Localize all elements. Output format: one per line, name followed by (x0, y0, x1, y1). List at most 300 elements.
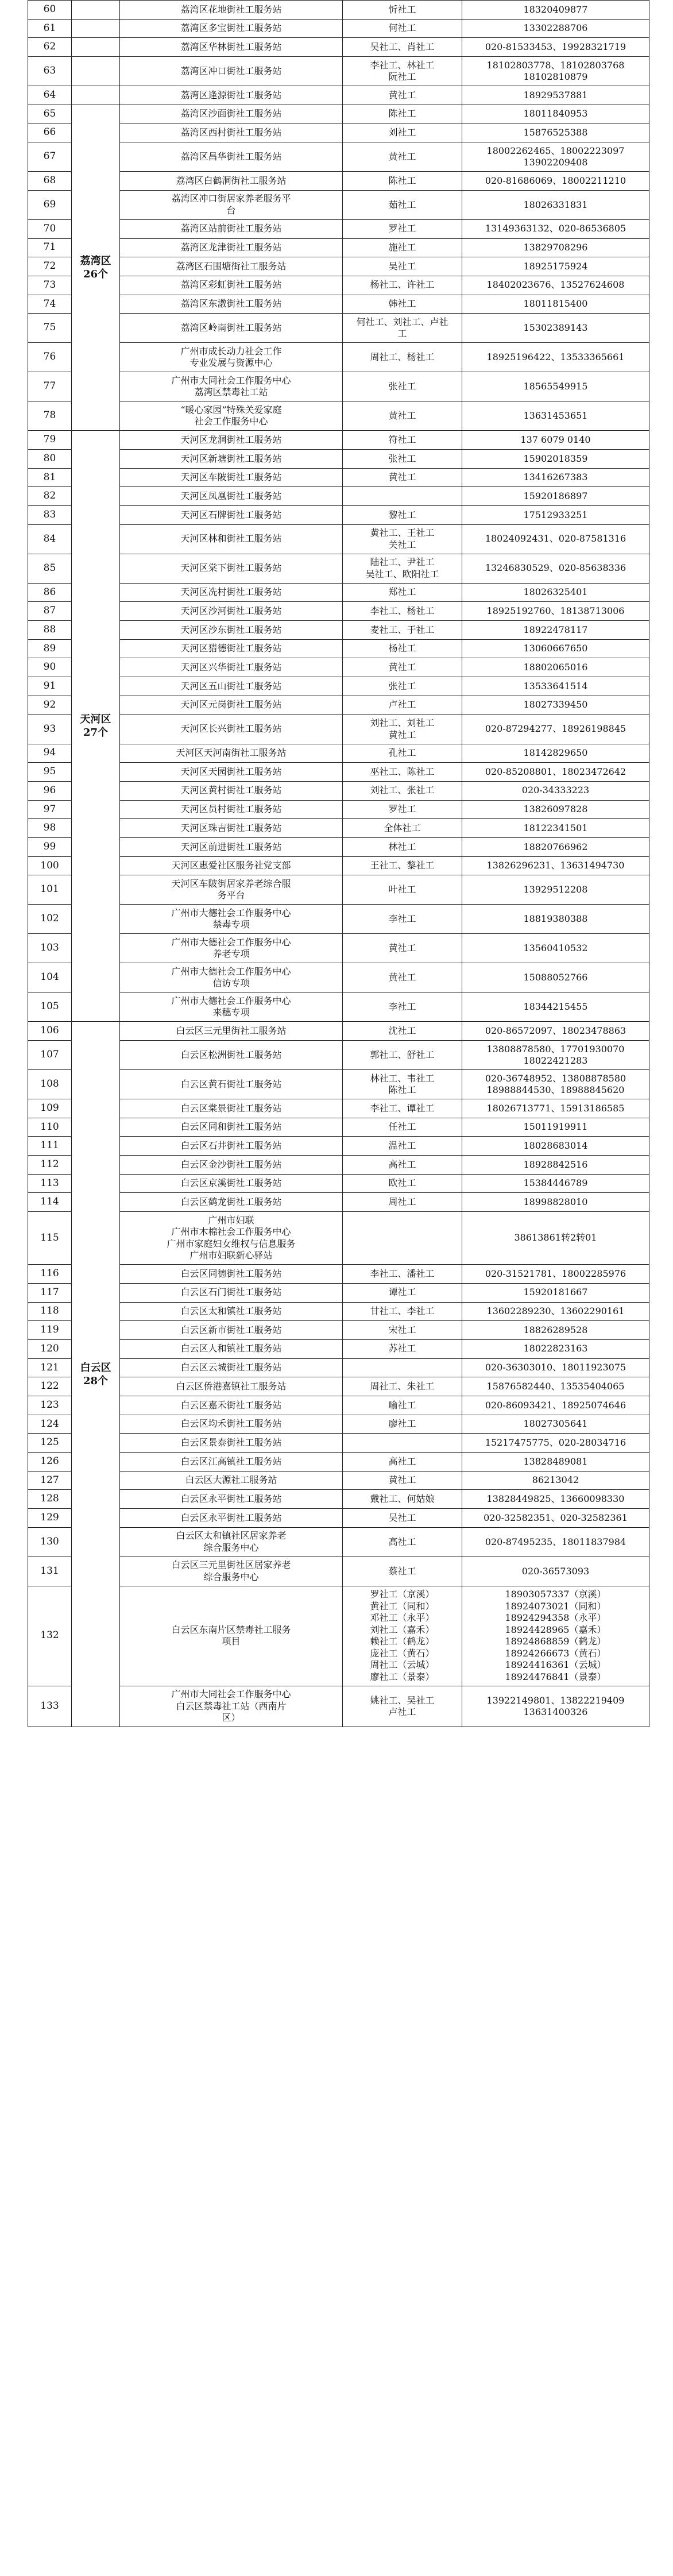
table-row (28, 1041, 649, 1070)
phone-numbers: 13602289230、13602290161 (462, 1302, 649, 1321)
social-workers: 宋社工 (343, 1321, 462, 1340)
row-number: 94 (28, 744, 72, 763)
table-row (28, 1099, 649, 1118)
social-workers: 周社工、朱社工 (343, 1377, 462, 1396)
station-name: 白云区永平街社工服务站 (120, 1509, 343, 1528)
station-name: 荔湾区多宝街社工服务站 (120, 19, 343, 38)
table-row (28, 1137, 649, 1156)
table-row (28, 1156, 649, 1175)
table-row (28, 1174, 649, 1193)
table-row (28, 856, 649, 875)
station-name: 白云区景泰街社工服务站 (120, 1434, 343, 1453)
table-row (28, 677, 649, 696)
social-workers: 麦社工、于社工 (343, 621, 462, 640)
phone-numbers: 13828489081 (462, 1453, 649, 1472)
phone-numbers: 18022823163 (462, 1339, 649, 1358)
social-workers: 温社工 (343, 1137, 462, 1156)
table-row (28, 276, 649, 295)
social-workers: 李社工、林社工 阮社工 (343, 57, 462, 86)
phone-numbers: 020-36303010、18011923075 (462, 1358, 649, 1377)
table-row (28, 1377, 649, 1396)
social-workers: 黎社工 (343, 506, 462, 525)
phone-numbers: 13533641514 (462, 677, 649, 696)
row-number: 116 (28, 1265, 72, 1284)
social-workers: 韩社工 (343, 295, 462, 314)
phone-numbers: 18344215455 (462, 992, 649, 1022)
row-number: 99 (28, 837, 72, 856)
phone-numbers: 13631453651 (462, 401, 649, 431)
phone-numbers: 020-32582351、020-32582361 (462, 1509, 649, 1528)
table-row (28, 963, 649, 992)
station-name: 荔湾区冲口街居家养老服务平 台 (120, 190, 343, 219)
table-row (28, 583, 649, 602)
phone-numbers: 18820766962 (462, 837, 649, 856)
row-number: 124 (28, 1415, 72, 1434)
table-row (28, 992, 649, 1022)
station-name: 白云区棠景街社工服务站 (120, 1099, 343, 1118)
row-number: 70 (28, 219, 72, 238)
social-workers: 喻社工 (343, 1396, 462, 1415)
table-row (28, 1118, 649, 1137)
station-name: 天河区天河南街社工服务站 (120, 744, 343, 763)
table-row (28, 715, 649, 744)
row-number: 128 (28, 1490, 72, 1509)
social-workers: 周社工、杨社工 (343, 343, 462, 372)
social-workers: 茹社工 (343, 190, 462, 219)
table-row (28, 1265, 649, 1284)
row-number: 92 (28, 696, 72, 715)
social-workers: 李社工、潘社工 (343, 1265, 462, 1284)
table-row (28, 1358, 649, 1377)
station-name: 白云区同德街社工服务站 (120, 1265, 343, 1284)
station-name: 天河区车陂街社工服务站 (120, 468, 343, 487)
row-number: 131 (28, 1557, 72, 1586)
social-workers: 王社工、黎社工 (343, 856, 462, 875)
row-number: 102 (28, 905, 72, 934)
row-number: 127 (28, 1471, 72, 1490)
phone-numbers: 18826289528 (462, 1321, 649, 1340)
table-row (28, 658, 649, 677)
phone-numbers: 18024092431、020-87581316 (462, 524, 649, 554)
row-number: 66 (28, 123, 72, 142)
station-name: 天河区棠下街社工服务站 (120, 554, 343, 583)
social-workers: 孔社工 (343, 744, 462, 763)
row-number: 63 (28, 57, 72, 86)
social-workers: 刘社工、刘社工 黄社工 (343, 715, 462, 744)
row-number: 64 (28, 86, 72, 105)
phone-numbers: 15920181667 (462, 1283, 649, 1302)
table-row (28, 295, 649, 314)
station-name: 荔湾区岭南街社工服务站 (120, 314, 343, 343)
station-name: 荔湾区沙面街社工服务站 (120, 105, 343, 123)
social-workers: 周社工 (343, 1193, 462, 1212)
phone-numbers: 020-86572097、18023478863 (462, 1022, 649, 1041)
row-number: 98 (28, 819, 72, 838)
row-number: 120 (28, 1339, 72, 1358)
social-workers: 叶社工 (343, 875, 462, 905)
social-workers (343, 1434, 462, 1453)
station-name: 荔湾区花地街社工服务站 (120, 1, 343, 20)
social-workers: 姚社工、吴社工 卢社工 (343, 1686, 462, 1727)
phone-numbers: 020-85208801、18023472642 (462, 763, 649, 782)
row-number: 96 (28, 781, 72, 800)
social-workers: 任社工 (343, 1118, 462, 1137)
district-cell: 白云区 28个 (72, 1022, 120, 1727)
row-number: 106 (28, 1022, 72, 1041)
station-name: 白云区三元里街社工服务站 (120, 1022, 343, 1041)
row-number: 103 (28, 934, 72, 963)
station-name: 荔湾区石围塘街社工服务站 (120, 257, 343, 276)
station-name: 白云区三元里街社区居家养老 综合服务中心 (120, 1557, 343, 1586)
table-row (28, 800, 649, 819)
social-workers: 林社工 (343, 837, 462, 856)
row-number: 119 (28, 1321, 72, 1340)
row-number: 71 (28, 238, 72, 257)
row-number: 108 (28, 1070, 72, 1099)
table-row (28, 524, 649, 554)
station-name: 白云区大源社工服务站 (120, 1471, 343, 1490)
phone-numbers: 18903057337（京溪） 18924073021（同和） 18924294358（永平） 18924428965（嘉禾） 18924868859（鹤龙） 18924266673（黄石） 18924416361（云城） 18924476841（景泰） (462, 1586, 649, 1686)
station-name: 天河区五山街社工服务站 (120, 677, 343, 696)
social-workers: 刘社工、张社工 (343, 781, 462, 800)
phone-numbers: 13922149801、13822219409 13631400326 (462, 1686, 649, 1727)
station-name: 白云区石门街社工服务站 (120, 1283, 343, 1302)
row-number: 112 (28, 1156, 72, 1175)
phone-numbers: 18925175924 (462, 257, 649, 276)
row-number: 83 (28, 506, 72, 525)
row-number: 115 (28, 1212, 72, 1265)
phone-numbers: 18925196422、13533365661 (462, 343, 649, 372)
table-row (28, 257, 649, 276)
district-cell-empty (72, 19, 120, 38)
station-name: 广州市大德社会工作服务中心 信访专项 (120, 963, 343, 992)
social-workers: 张社工 (343, 449, 462, 468)
phone-numbers: 18102803778、18102803768 18102810879 (462, 57, 649, 86)
station-name: 白云区江高镇社工服务站 (120, 1453, 343, 1472)
row-number: 84 (28, 524, 72, 554)
table-row (28, 875, 649, 905)
row-number: 105 (28, 992, 72, 1022)
phone-numbers: 18027339450 (462, 696, 649, 715)
phone-numbers: 13828449825、13660098330 (462, 1490, 649, 1509)
phone-numbers: 17512933251 (462, 506, 649, 525)
table-row (28, 554, 649, 583)
row-number: 107 (28, 1041, 72, 1070)
station-name: 白云区人和镇社工服务站 (120, 1339, 343, 1358)
phone-numbers: 13246830529、020-85638336 (462, 554, 649, 583)
social-workers: 黄社工 (343, 934, 462, 963)
phone-numbers: 13929512208 (462, 875, 649, 905)
social-workers: 黄社工 (343, 1471, 462, 1490)
table-row (28, 1586, 649, 1686)
row-number: 110 (28, 1118, 72, 1137)
social-workers: 刘社工 (343, 123, 462, 142)
station-name: 天河区冼村街社工服务站 (120, 583, 343, 602)
social-workers: 施社工 (343, 238, 462, 257)
table-row (28, 1490, 649, 1509)
row-number: 74 (28, 295, 72, 314)
social-workers: 巫社工、陈社工 (343, 763, 462, 782)
row-number: 133 (28, 1686, 72, 1727)
phone-numbers: 18002262465、18002223097 13902209408 (462, 142, 649, 172)
social-workers: 李社工 (343, 992, 462, 1022)
phone-numbers: 18922478117 (462, 621, 649, 640)
table-row (28, 819, 649, 838)
phone-numbers: 020-87495235、18011837984 (462, 1527, 649, 1557)
table-row (28, 1302, 649, 1321)
table-row (28, 468, 649, 487)
table-row (28, 431, 649, 450)
social-workers: 蔡社工 (343, 1557, 462, 1586)
station-name: 广州市成长动力社会工作 专业发展与资源中心 (120, 343, 343, 372)
row-number: 121 (28, 1358, 72, 1377)
row-number: 67 (28, 142, 72, 172)
phone-numbers: 13826296231、13631494730 (462, 856, 649, 875)
table-row (28, 1415, 649, 1434)
phone-numbers: 13302288706 (462, 19, 649, 38)
social-workers: 黄社工 (343, 468, 462, 487)
phone-numbers: 18142829650 (462, 744, 649, 763)
table-row (28, 1509, 649, 1528)
phone-numbers: 020-31521781、18002285976 (462, 1265, 649, 1284)
station-name: 广州市妇联 广州市木棉社会工作服务中心 广州市家庭妇女维权与信息服务 广州市妇联新心驿站 (120, 1212, 343, 1265)
row-number: 61 (28, 19, 72, 38)
row-number: 65 (28, 105, 72, 123)
row-number: 91 (28, 677, 72, 696)
social-workers: 杨社工 (343, 639, 462, 658)
table-row (28, 401, 649, 431)
table-row (28, 142, 649, 172)
table-row (28, 621, 649, 640)
station-name: 白云区鹤龙街社工服务站 (120, 1193, 343, 1212)
table-row (28, 238, 649, 257)
social-workers: 杨社工、许社工 (343, 276, 462, 295)
district-cell: 荔湾区 26个 (72, 105, 120, 431)
phone-numbers: 18122341501 (462, 819, 649, 838)
district-cell-empty (72, 57, 120, 86)
station-name: 荔湾区冲口街社工服务站 (120, 57, 343, 86)
phone-numbers: 15088052766 (462, 963, 649, 992)
table-row (28, 1283, 649, 1302)
table-row (28, 1193, 649, 1212)
table-row (28, 105, 649, 123)
table-row (28, 487, 649, 506)
row-number: 104 (28, 963, 72, 992)
social-workers: 高社工 (343, 1527, 462, 1557)
station-name: 白云区嘉禾街社工服务站 (120, 1396, 343, 1415)
social-workers: 黄社工 (343, 86, 462, 105)
row-number: 93 (28, 715, 72, 744)
social-workers: 苏社工 (343, 1339, 462, 1358)
station-name: 白云区京溪街社工服务站 (120, 1174, 343, 1193)
station-name: 天河区林和街社工服务站 (120, 524, 343, 554)
station-name: 白云区同和街社工服务站 (120, 1118, 343, 1137)
station-name: 白云区新市街社工服务站 (120, 1321, 343, 1340)
station-name: 天河区沙东街社工服务站 (120, 621, 343, 640)
row-number: 78 (28, 401, 72, 431)
table-row (28, 905, 649, 934)
row-number: 130 (28, 1527, 72, 1557)
social-workers: 何社工 (343, 19, 462, 38)
phone-numbers: 15217475775、020-28034716 (462, 1434, 649, 1453)
phone-numbers: 18928842516 (462, 1156, 649, 1175)
station-name: 荔湾区昌华街社工服务站 (120, 142, 343, 172)
phone-numbers: 18402023676、13527624608 (462, 276, 649, 295)
row-number: 129 (28, 1509, 72, 1528)
social-workers: 罗社工（京溪） 黄社工（同和） 邓社工（永平） 刘社工（嘉禾） 赖社工（鹤龙） 庞社工（黄石） 周社工（云城） 廖社工（景泰） (343, 1586, 462, 1686)
phone-numbers: 18998828010 (462, 1193, 649, 1212)
station-name: 荔湾区彩虹街社工服务站 (120, 276, 343, 295)
social-workers: 吴社工 (343, 1509, 462, 1528)
table-row (28, 506, 649, 525)
social-workers: 廖社工 (343, 1415, 462, 1434)
phone-numbers: 18929537881 (462, 86, 649, 105)
row-number: 101 (28, 875, 72, 905)
table-row (28, 1527, 649, 1557)
row-number: 87 (28, 602, 72, 621)
social-workers: 黄社工、王社工 关社工 (343, 524, 462, 554)
station-name: 白云区东南片区禁毒社工服务 项目 (120, 1586, 343, 1686)
row-number: 85 (28, 554, 72, 583)
table-row (28, 837, 649, 856)
social-workers: 罗社工 (343, 219, 462, 238)
phone-numbers: 020-81533453、19928321719 (462, 38, 649, 57)
phone-numbers: 13060667650 (462, 639, 649, 658)
social-workers: 吴社工 (343, 257, 462, 276)
phone-numbers: 13149363132、020-86536805 (462, 219, 649, 238)
row-number: 72 (28, 257, 72, 276)
table-row (28, 86, 649, 105)
social-workers: 陆社工、尹社工 吴社工、欧阳社工 (343, 554, 462, 583)
social-workers: 李社工、杨社工 (343, 602, 462, 621)
phone-numbers: 15011919911 (462, 1118, 649, 1137)
station-name: 天河区惠爱社区服务社党支部 (120, 856, 343, 875)
district-cell-empty (72, 86, 120, 105)
phone-numbers: 86213042 (462, 1471, 649, 1490)
row-number: 76 (28, 343, 72, 372)
contact-table-sheet (28, 0, 649, 1727)
station-name: 白云区永平街社工服务站 (120, 1490, 343, 1509)
social-workers: 陈社工 (343, 105, 462, 123)
row-number: 95 (28, 763, 72, 782)
social-workers: 罗社工 (343, 800, 462, 819)
row-number: 89 (28, 639, 72, 658)
phone-numbers: 15876582440、13535404065 (462, 1377, 649, 1396)
station-name: 白云区太和镇社工服务站 (120, 1302, 343, 1321)
table-row (28, 1396, 649, 1415)
social-workers: 沈社工 (343, 1022, 462, 1041)
row-number: 60 (28, 1, 72, 20)
table-row (28, 1339, 649, 1358)
phone-numbers: 18011815400 (462, 295, 649, 314)
table-row (28, 57, 649, 86)
social-workers: 张社工 (343, 677, 462, 696)
district-cell-empty (72, 38, 120, 57)
phone-numbers: 18026331831 (462, 190, 649, 219)
phone-numbers: 15876525388 (462, 123, 649, 142)
table-row (28, 314, 649, 343)
table-row (28, 763, 649, 782)
station-name: 荔湾区站前街社工服务站 (120, 219, 343, 238)
station-name: 白云区松洲街社工服务站 (120, 1041, 343, 1070)
social-workers: 戴社工、何姑娘 (343, 1490, 462, 1509)
station-name: 广州市大德社会工作服务中心 禁毒专项 (120, 905, 343, 934)
station-name: 荔湾区东漖街社工服务站 (120, 295, 343, 314)
row-number: 97 (28, 800, 72, 819)
station-name: 白云区太和镇社区居家养老 综合服务中心 (120, 1527, 343, 1557)
station-name: 荔湾区西村街社工服务站 (120, 123, 343, 142)
social-workers: 黄社工 (343, 658, 462, 677)
table-row (28, 1686, 649, 1727)
station-name: 荔湾区逢源街社工服务站 (120, 86, 343, 105)
social-workers: 林社工、韦社工 陈社工 (343, 1070, 462, 1099)
station-name: 荔湾区白鹤洞街社工服务站 (120, 172, 343, 191)
row-number: 113 (28, 1174, 72, 1193)
table-row (28, 1557, 649, 1586)
row-number: 123 (28, 1396, 72, 1415)
phone-numbers: 15384446789 (462, 1174, 649, 1193)
social-workers: 甘社工、李社工 (343, 1302, 462, 1321)
social-workers: 黄社工 (343, 142, 462, 172)
table-row (28, 1070, 649, 1099)
row-number: 73 (28, 276, 72, 295)
table-row (28, 343, 649, 372)
table-row (28, 1212, 649, 1265)
social-workers: 符社工 (343, 431, 462, 450)
station-name: 广州市大德社会工作服务中心 来穗专项 (120, 992, 343, 1022)
table-row (28, 781, 649, 800)
station-name: 广州市大同社会工作服务中心 白云区禁毒社工站（西南片 区） (120, 1686, 343, 1727)
row-number: 117 (28, 1283, 72, 1302)
row-number: 81 (28, 468, 72, 487)
social-work-station-table (28, 0, 649, 1727)
phone-numbers: 18819380388 (462, 905, 649, 934)
row-number: 132 (28, 1586, 72, 1686)
phone-numbers: 15302389143 (462, 314, 649, 343)
social-workers: 高社工 (343, 1156, 462, 1175)
row-number: 68 (28, 172, 72, 191)
table-row (28, 372, 649, 401)
table-row (28, 172, 649, 191)
station-name: 天河区黄村街社工服务站 (120, 781, 343, 800)
social-workers: 欧社工 (343, 1174, 462, 1193)
social-workers: 陈社工 (343, 172, 462, 191)
row-number: 122 (28, 1377, 72, 1396)
row-number: 69 (28, 190, 72, 219)
phone-numbers: 18028683014 (462, 1137, 649, 1156)
station-name: 白云区黄石街社工服务站 (120, 1070, 343, 1099)
phone-numbers: 18026713771、15913186585 (462, 1099, 649, 1118)
station-name: 天河区石牌街社工服务站 (120, 506, 343, 525)
phone-numbers: 020-81686069、18002211210 (462, 172, 649, 191)
station-name: 天河区元岗街社工服务站 (120, 696, 343, 715)
table-row (28, 190, 649, 219)
phone-numbers: 18320409877 (462, 1, 649, 20)
table-row (28, 38, 649, 57)
row-number: 125 (28, 1434, 72, 1453)
table-row (28, 696, 649, 715)
station-name: 荔湾区龙津街社工服务站 (120, 238, 343, 257)
phone-numbers: 15920186897 (462, 487, 649, 506)
phone-numbers: 13808878580、17701930070 18022421283 (462, 1041, 649, 1070)
station-name: 白云区云城街社工服务站 (120, 1358, 343, 1377)
phone-numbers: 15902018359 (462, 449, 649, 468)
phone-numbers: 020-34333223 (462, 781, 649, 800)
phone-numbers: 18027305641 (462, 1415, 649, 1434)
table-row (28, 639, 649, 658)
social-workers (343, 1358, 462, 1377)
station-name: 天河区天园街社工服务站 (120, 763, 343, 782)
